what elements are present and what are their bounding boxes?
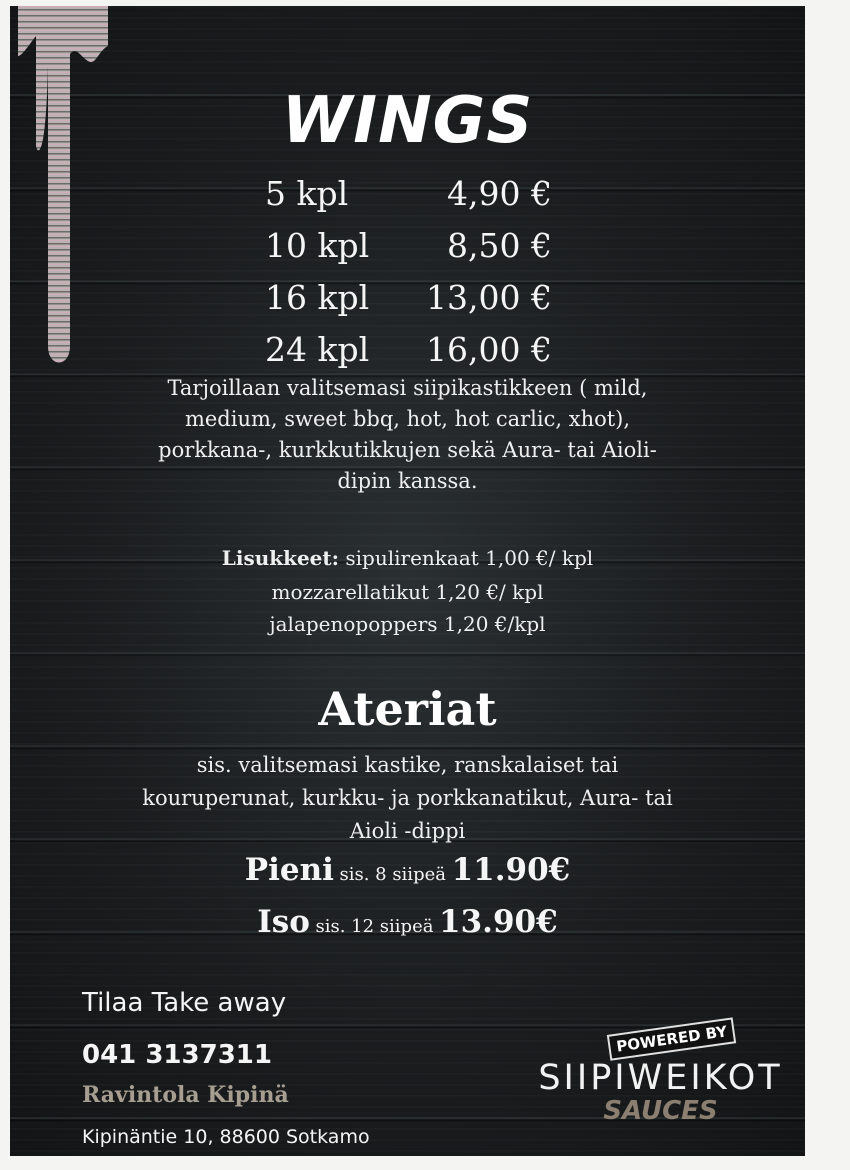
meal-detail: sis. 12 siipeä [315,916,434,937]
wings-qty: 24 kpl [265,330,370,369]
wings-qty: 10 kpl [265,226,370,265]
wings-row [10,226,805,274]
meal-item-small [10,852,805,888]
meals-description-line: kouruperunat, kurkku- ja porkkanatikut, Aura- tai [142,786,673,810]
meals-title: Ateriat [318,682,497,736]
meal-name: Pieni [244,852,334,888]
wings-description-line: Tarjoillaan valitsemasi siipikastikkeen ( mild, [167,376,648,400]
meal-price: 13.90€ [439,904,558,940]
meal-price: 11.90€ [451,852,571,888]
phone-number: 041 3137311 [82,1040,272,1070]
wings-price: 4,90 € [447,174,552,213]
brand-sub: SAUCES [603,1096,718,1126]
address: Kipinäntie 10, 88600 Sotkamo [82,1126,370,1148]
wings-row [10,330,805,378]
wings-price: 16,00 € [426,330,552,369]
powered-by-badge: POWERED BY [607,1017,737,1060]
meal-name: Iso [257,904,310,940]
wings-description-line: porkkana-, kurkkutikkujen sekä Aura- tai Aioli- [158,438,657,462]
takeaway-text: Tilaa Take away [82,988,287,1018]
sides-label: Lisukkeet: [221,546,340,570]
sides-line [10,544,805,573]
wings-price: 13,00 € [426,278,552,317]
meal-item-large [10,904,805,940]
brand-name: SIIPIWEIKOT [538,1058,783,1098]
wings-qty: 16 kpl [265,278,370,317]
sides-item: jalapenopoppers 1,20 €/kpl [269,612,546,636]
meals-description-line: Aioli -dippi [349,819,466,843]
menu-flyer [10,6,805,1156]
wings-title: WINGS [281,84,534,158]
siipiweikot-logo [518,1022,803,1154]
wings-row [10,174,805,222]
sides-item: mozzarellatikut 1,20 €/ kpl [271,580,544,604]
wings-description-line: dipin kanssa. [337,469,478,493]
restaurant-name: Ravintola Kipinä [82,1082,289,1108]
meals-description-line: sis. valitsemasi kastike, ranskalaiset tai [196,753,619,777]
wings-description-line: medium, sweet bbq, hot, hot carlic, xhot), [184,407,631,431]
wings-qty: 5 kpl [265,174,349,213]
wings-price: 8,50 € [447,226,552,265]
wings-row [10,278,805,326]
meal-detail: sis. 8 siipeä [339,864,446,885]
sides-item: sipulirenkaat 1,00 €/ kpl [345,546,594,570]
